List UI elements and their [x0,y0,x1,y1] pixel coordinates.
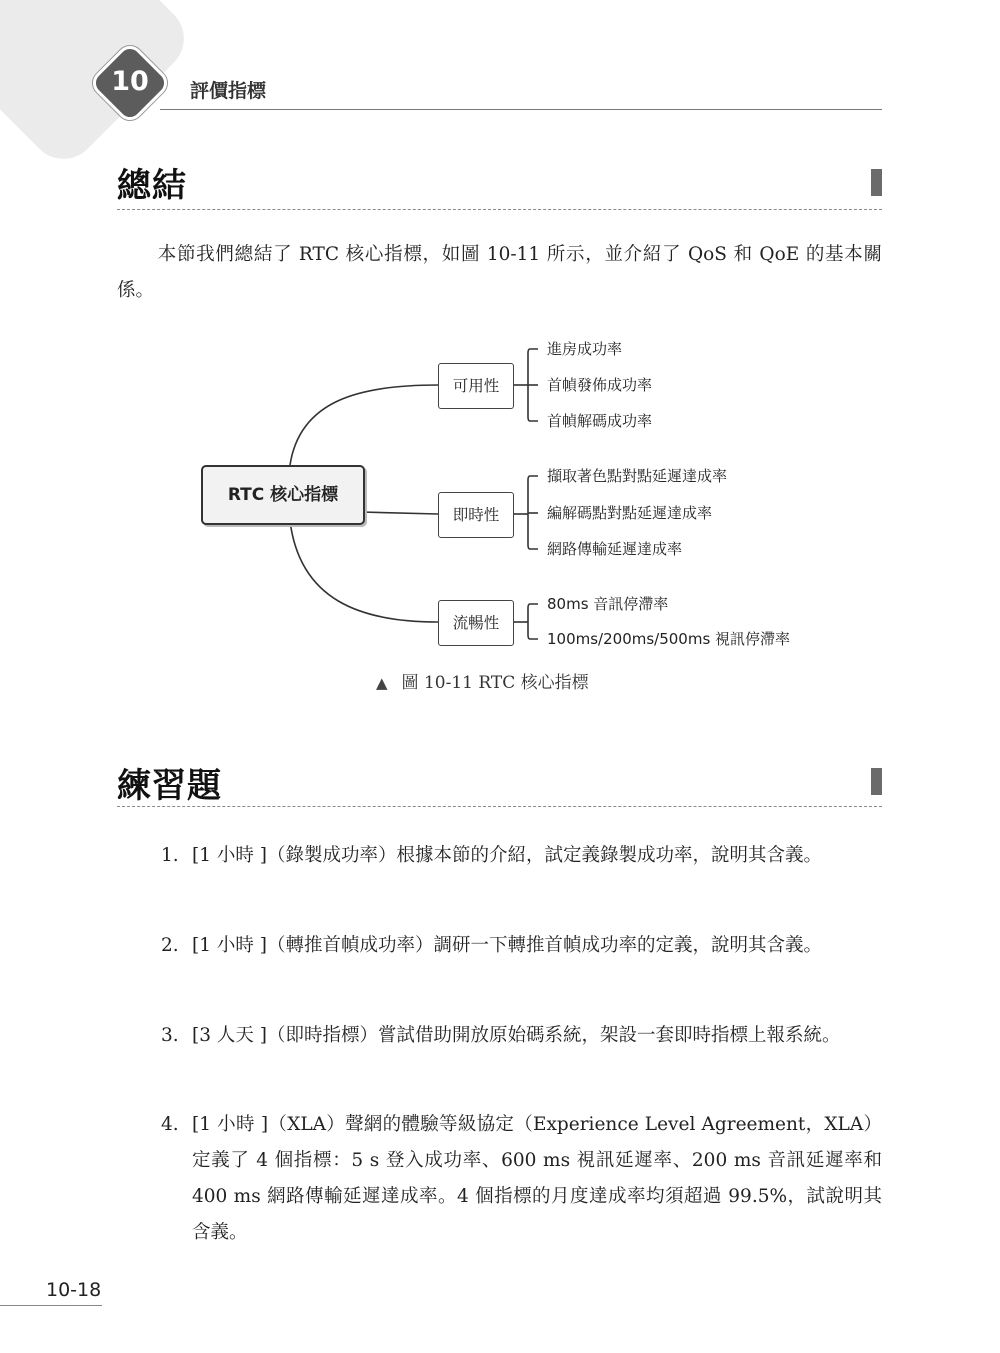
exercises-heading: 練習題 [117,766,222,806]
exercise-number: 1. [161,845,179,866]
exercise-number: 2. [161,935,179,956]
exercise-item [117,1107,882,1251]
exercise-text: [3 人天 ]（即時指標）嘗試借助開放原始碼系統，架設一套即時指標上報系統。 [192,1025,841,1046]
category-fluency: 流暢性 [438,600,514,646]
exercise-item [117,928,882,964]
leaf-item: 網路傳輸延遲達成率 [547,540,683,558]
leaf-item: 80ms 音訊停滯率 [547,595,669,613]
figure-caption-text: 圖 10-11 RTC 核心指標 [401,673,589,693]
connector-availability [290,385,438,465]
caption-triangle-icon: ▲ [376,674,388,692]
connector-realtime [361,512,438,514]
exercise-text: [1 小時 ]（XLA）聲網的體驗等級協定（Experience Level Agreement，XLA）定義了 4 個指標：5 s 登入成功率、600 ms 視訊延遲率、200 ms 音訊延遲率和 400 ms 網路傳輸延遲達成率。4 個指標的月度達成率均須超過 99.5%，試說明其含義。 [192,1114,882,1243]
page-number: 10-18 [46,1279,102,1301]
exercises-divider [117,806,882,807]
leaf-item: 首幀解碼成功率 [547,412,653,430]
summary-paragraph-text: 本節我們總結了 RTC 核心指標，如圖 10-11 所示，並介紹了 QoS 和 QoE 的基本關係。 [117,244,882,301]
category-availability: 可用性 [438,363,514,409]
diagram-root-node: RTC 核心指標 [201,465,365,525]
leaf-item: 編解碼點對點延遲達成率 [547,504,713,522]
exercise-number: 3. [161,1025,179,1046]
footer-divider [0,1305,102,1306]
exercise-item [117,838,882,874]
summary-heading: 總結 [117,166,187,206]
exercise-item [117,1018,882,1054]
exercises-heading-bar [871,768,882,795]
connector-fluency [290,521,438,622]
exercise-number: 4. [161,1114,179,1135]
leaf-item: 擷取著色點對點延遲達成率 [547,467,728,485]
figure-caption [376,668,589,693]
exercise-text: [1 小時 ]（錄製成功率）根據本節的介紹，試定義錄製成功率，說明其含義。 [192,845,822,866]
leaf-item: 首幀發佈成功率 [547,376,653,394]
chapter-number: 10 [111,66,149,97]
exercise-text: [1 小時 ]（轉推首幀成功率）調研一下轉推首幀成功率的定義，說明其含義。 [192,935,822,956]
leaf-item: 100ms/200ms/500ms 視訊停滯率 [547,630,791,648]
chapter-title: 評價指標 [190,80,267,102]
category-realtime: 即時性 [438,492,514,538]
leaf-item: 進房成功率 [547,340,623,358]
